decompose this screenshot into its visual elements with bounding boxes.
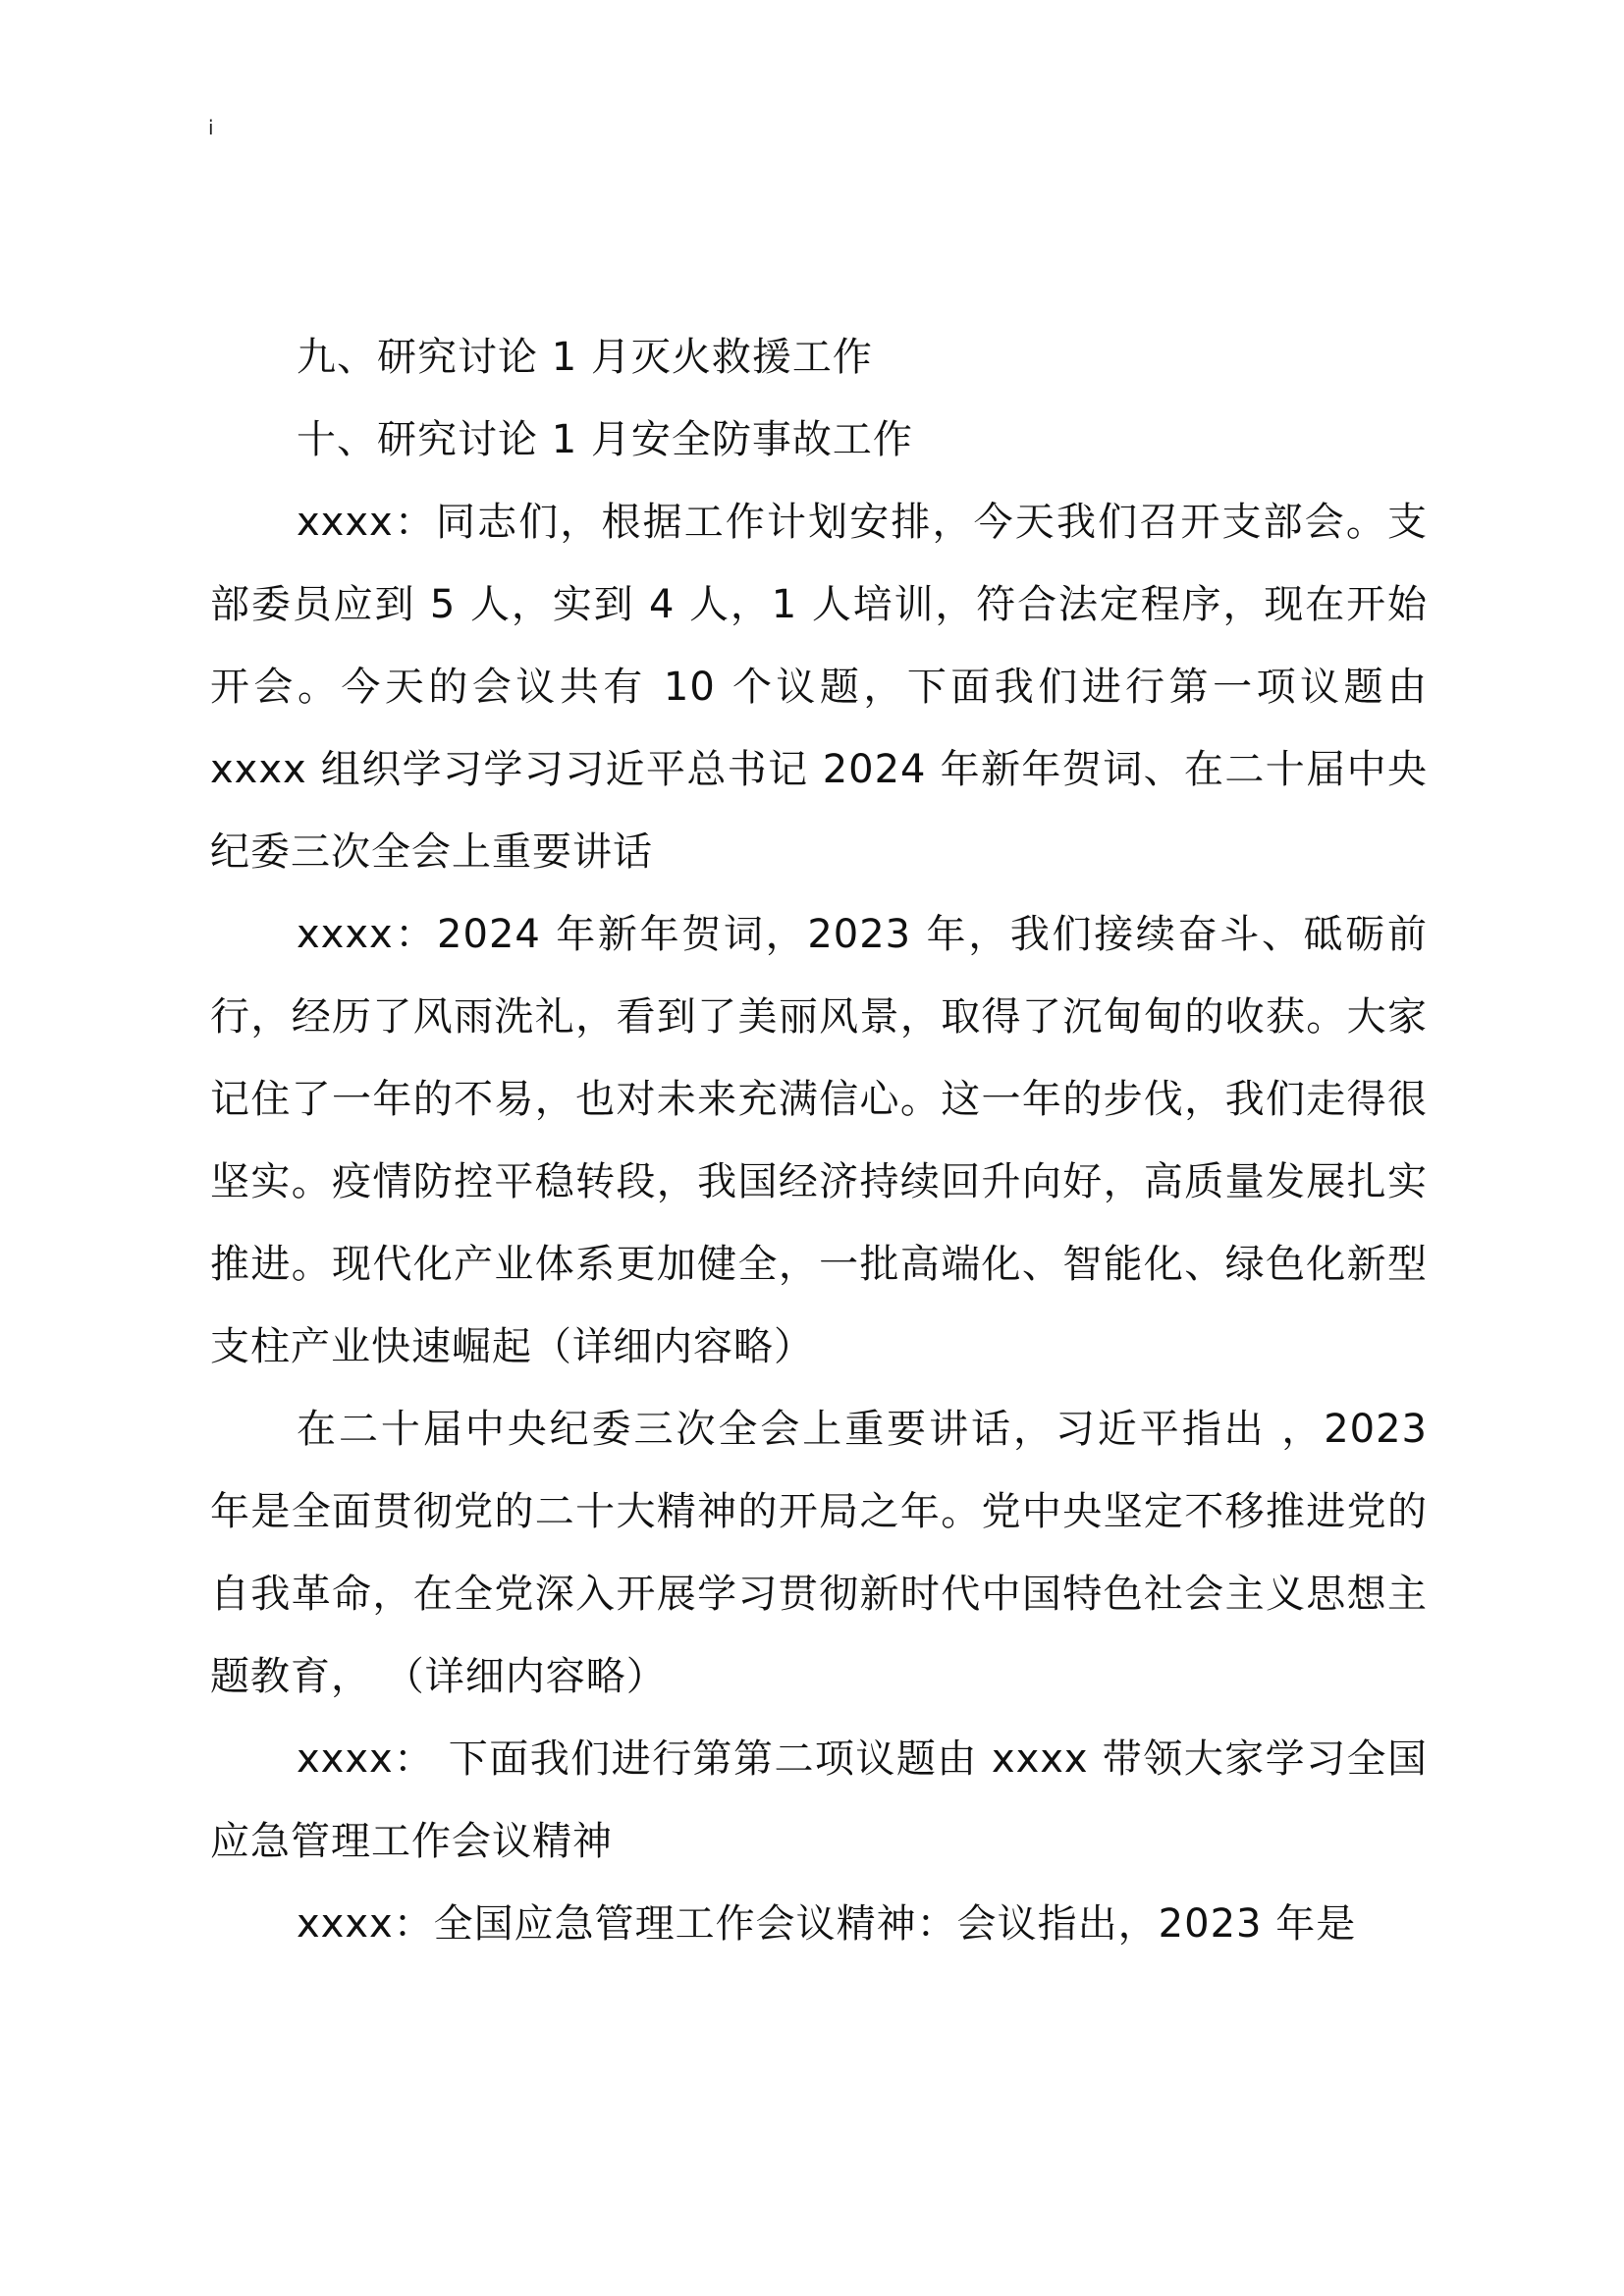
new-year-address-paragraph: xxxx：2024 年新年贺词，2023 年，我们接续奋斗、砥砺前行，经历了风雨洗礼，看到了美丽风景，取得了沉甸甸的收获。大家记住了一年的不易，也对未来充满信心。这一年的步伐，我们走得很坚实。疫情防控平稳转段，我国经济持续回升向好，高质量发展扎实推进。现代化产业体系更加健全，一批高端化、智能化、绿色化新型支柱产业快速崛起（详细内容略） [210,912,1428,1369]
agenda-item-10: 十、研究讨论 1 月安全防事故工作 [297,417,913,462]
agenda-item-9: 九、研究讨论 1 月灭火救援工作 [297,335,873,380]
page-header-mark: i [208,116,214,139]
emergency-meeting-paragraph: xxxx：全国应急管理工作会议精神：会议指出，2023 年是 [297,1901,1357,1947]
meeting-opening-paragraph: xxxx：同志们，根据工作计划安排，今天我们召开支部会。支部委员应到 5 人，实到 4 人，1 人培训，符合法定程序，现在开始开会。今天的会议共有 10 个议题，下面我们进行第一项议题由 xxxx 组织学习学习习近平总书记 2024 年新年贺词、在二十届中央纪委三次全会上重要讲话 [210,500,1441,875]
second-agenda-paragraph: xxxx： 下面我们进行第第二项议题由 xxxx 带领大家学习全国应急管理工作会议精神 [210,1736,1428,1864]
discipline-speech-paragraph: 在二十届中央纪委三次全会上重要讲话，习近平指出 ，2023 年是全面贯彻党的二十大精神的开局之年。党中央坚定不移推进党的自我革命，在全党深入开展学习贯彻新时代中国特色社会主义思想主题教育， （详细内容略） [210,1407,1441,1699]
document-body [210,316,1441,1965]
